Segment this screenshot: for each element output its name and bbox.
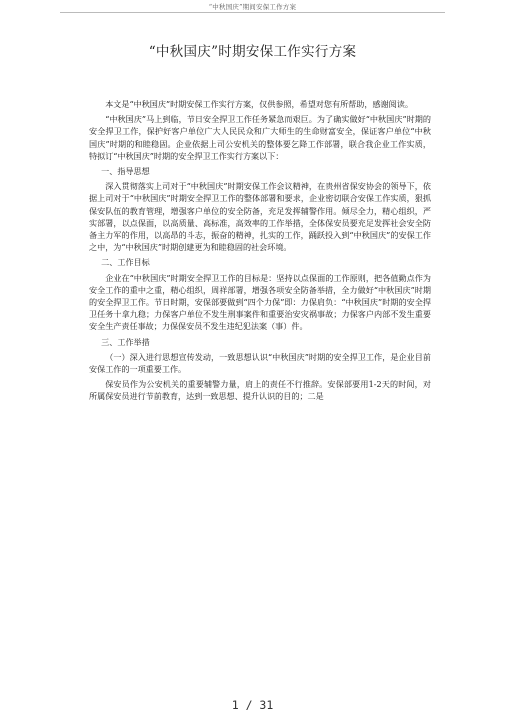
background-paragraph: “中秋国庆”马上到临，节日安全捍卫工作任务紧急而艰巨。为了确实做好“中秋国庆”时期的安全捍卫工作，保护好客户单位广大人民民众和广大师生的生命财富安全，保证客户单位“中秋国庆”时期的和睦稳固。企业依据上司公安机关的整体要乞降工作部署，联合我企业工作实质，特拟订“中秋国庆”时期的安全捍卫工作实行方案以下： [89,114,431,161]
section-heading-work-goals: 二、工作目标 [101,257,150,268]
work-goals-paragraph: 企业在“中秋国庆”时期安全捍卫工作的目标是：坚持以点保面的工作原则，把各值勤点作为安全工作的重中之重，精心组织，周祥部署，增强各项安全防备举措，全力做好“中秋国庆”时期的安全捍卫工作。节日时期，安保部要做到“四个力保”即：力保肩负：“中秋国庆”时期的安全捍卫任务十拿九稳；力保客户单位不发生刑事案件和重要治安灾祸事故；力保客户内部不发生重要安全生产责任事故；力保保安员不发生违纪犯法案（事）件。 [89,272,431,332]
measures-paragraph-1: （一）深入进行思想宣传发动，一致思想认识“中秋国庆”时期的安全捍卫工作，是企业目前安保工作的一项重要工作。 [89,351,431,375]
guiding-ideology-paragraph: 深入贯彻落实上司对于“中秋国庆”时期安保工作会议精神，在贵州省保安协会的领导下，依据上司对于“中秋国庆”时期安全捍卫工作的整体部署和要求，企业密切联合安保工作实质，狠抓保安队伍的教育管理，增强客户单位的安全防备，充足发挥辅警作用。倾尽全力，精心组织，严实部署，以点保面，以高质量、高标准，高效率的工作举措，全体保安员要充足发挥社会安全防备主力军的作用，以高昂的斗志，振奋的精神，扎实的工作，踊跃投入到“中秋国庆”的安保工作之中，为“中秋国庆”时期创建更为和睦稳固的社会环境。 [89,181,431,253]
measures-paragraph-2: 保安员作为公安机关的重要辅警力量，肩上的责任不行推辞。安保部要用1-2天的时间，对所属保安员进行节前教育，达到一致思想、提升认识的目的；二是 [89,379,431,402]
section-heading-work-measures: 三、工作举措 [101,336,150,347]
document-title: “中秋国庆”时期安保工作实行方案 [148,44,357,60]
header-divider [60,12,445,13]
intro-paragraph: 本文是“中秋国庆”时期安保工作实行方案，仅供参照，希望对您有所帮助，感谢阅读。 [105,99,413,109]
section-heading-guiding-ideology: 一、指导思想 [101,166,150,177]
document-body [89,98,431,406]
running-header: “中秋国庆”期间安保工作方案 [208,3,297,11]
page-number: 1 / 31 [231,698,274,712]
